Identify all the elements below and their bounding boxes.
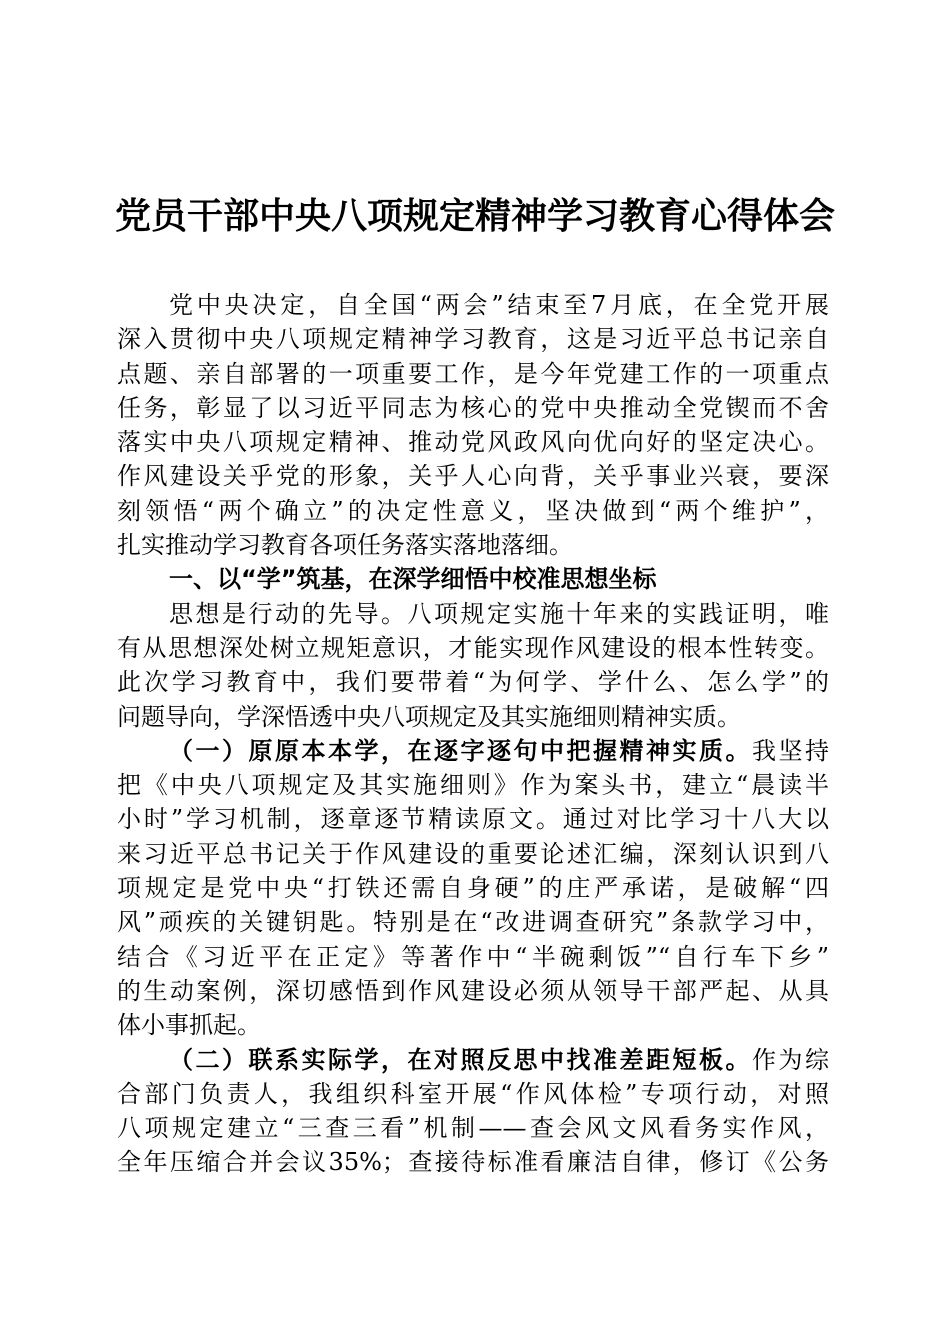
paragraph-line: 党中央决定，自全国“两会”结束至7月底，在全党开展 (169, 291, 829, 319)
paragraph-line: 风”顽疾的关键钥匙。特别是在“改进调查研究”条款学习中， (117, 908, 829, 937)
paragraph-line: 结合《习近平在正定》等著作中“半碗剩饭”“自行车下乡” (117, 942, 829, 971)
paragraph-line: 此次学习教育中，我们要带着“为何学、学什么、怎么学”的 (117, 668, 829, 697)
paragraph-line: 项规定是党中央“打铁还需自身硬”的庄严承诺，是破解“四 (117, 874, 829, 903)
paragraph-line: 合部门负责人，我组织科室开展“作风体检”专项行动，对照 (117, 1079, 829, 1108)
paragraph-line: 把《中央八项规定及其实施细则》作为案头书，建立“晨读半 (117, 771, 829, 800)
subsection-text: 作为综 (752, 1045, 829, 1074)
paragraph-line: 深入贯彻中央八项规定精神学习教育，这是习近平总书记亲自 (117, 325, 829, 354)
paragraph-line: 思想是行动的先导。八项规定实施十年来的实践证明，唯 (169, 599, 829, 628)
paragraph-line: 点题、亲自部署的一项重要工作，是今年党建工作的一项重点 (117, 359, 829, 388)
paragraph-line: 扎实推动学习教育各项任务落实落地落细。 (117, 531, 573, 560)
document-body (117, 288, 829, 1180)
paragraph-line: 体小事抓起。 (117, 1011, 261, 1040)
paragraph-line: 落实中央八项规定精神、推动党风政风向优向好的坚定决心。 (117, 428, 829, 457)
paragraph-line: 八项规定建立“三查三看”机制——查会风文风看务实作风， (117, 1114, 829, 1143)
document-title: 党员干部中央八项规定精神学习教育心得体会 (114, 195, 835, 237)
subsection-line (117, 734, 829, 768)
paragraph-line: 任务，彰显了以习近平同志为核心的党中央推动全党锲而不舍 (117, 393, 829, 422)
subsection-heading: （二）联系实际学，在对照反思中找准差距短板。 (169, 1044, 752, 1074)
paragraph-line: 有从思想深处树立规矩意识，才能实现作风建设的根本性转变。 (117, 633, 829, 662)
section-heading: 一、以“学”筑基，在深学细悟中校准思想坐标 (169, 565, 657, 594)
subsection-heading: （一）原原本本学，在逐字逐句中把握精神实质。 (169, 735, 752, 765)
paragraph-line: 全年压缩合并会议35%；查接待标准看廉洁自律，修订《公务 (117, 1148, 829, 1177)
subsection-line (117, 1043, 829, 1077)
paragraph-line: 的生动案例，深切感悟到作风建设必须从领导干部严起、从具 (117, 976, 829, 1005)
paragraph-line: 问题导向，学深悟透中央八项规定及其实施细则精神实质。 (117, 702, 741, 731)
paragraph-line: 小时”学习机制，逐章逐节精读原文。通过对比学习十八大以 (117, 805, 829, 834)
subsection-text: 我坚持 (752, 736, 829, 765)
paragraph-line: 刻领悟“两个确立”的决定性意义，坚决做到“两个维护”， (117, 496, 829, 525)
paragraph-line: 作风建设关乎党的形象，关乎人心向背，关乎事业兴衰，要深 (117, 462, 829, 491)
paragraph-line: 来习近平总书记关于作风建设的重要论述汇编，深刻认识到八 (117, 839, 829, 868)
